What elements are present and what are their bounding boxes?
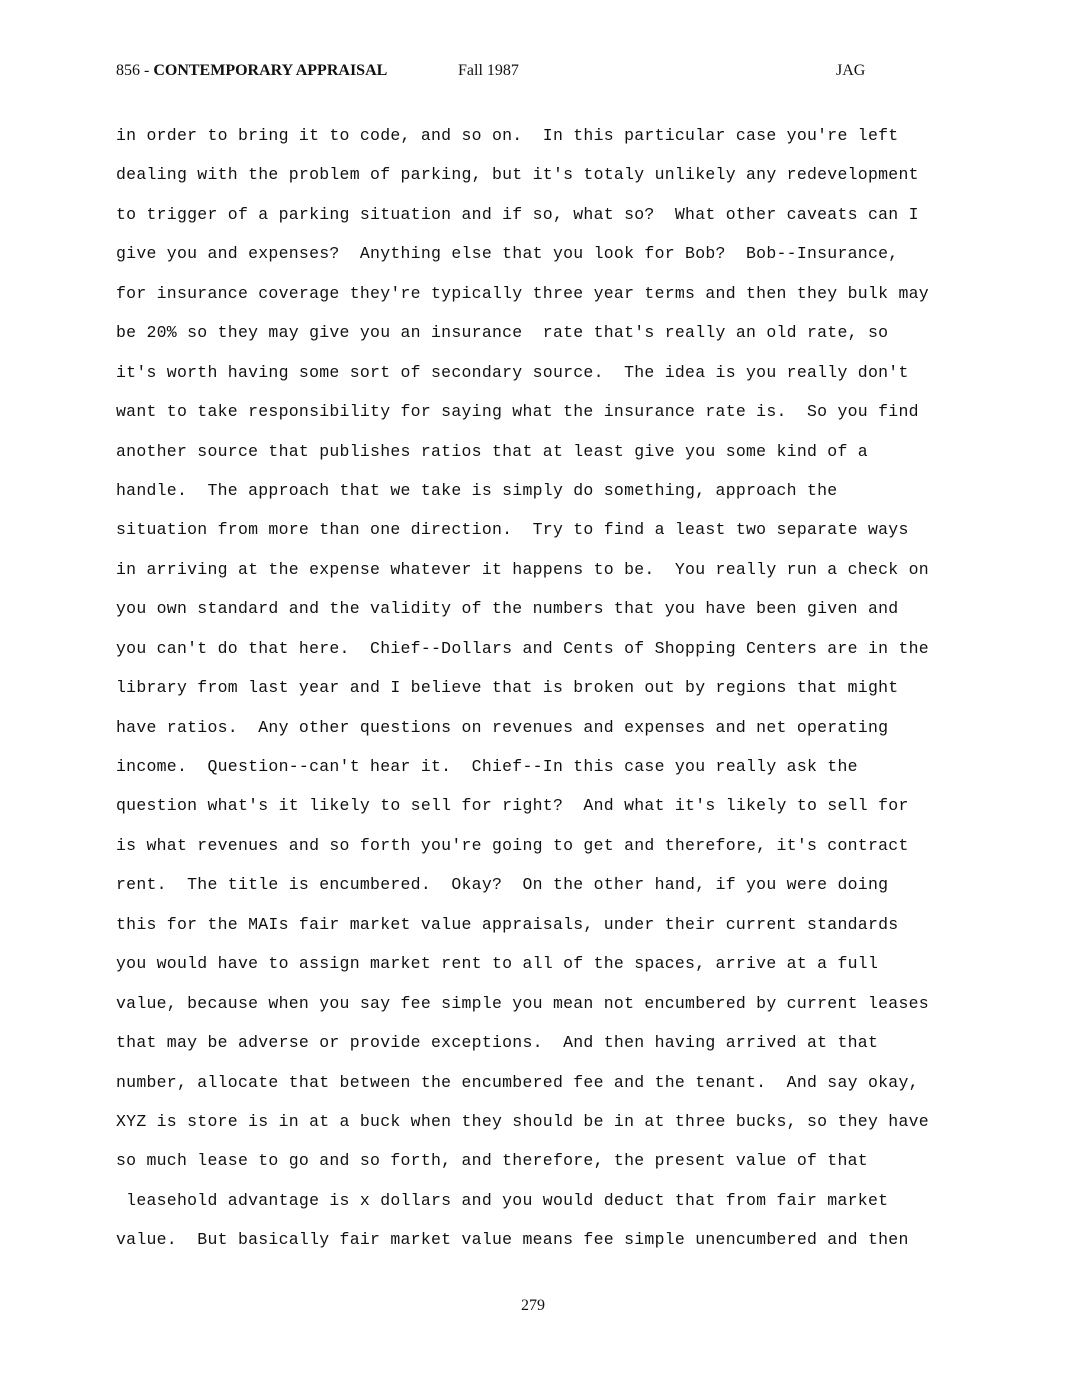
text-line: leasehold advantage is x dollars and you would deduct that from fair market — [116, 1190, 889, 1210]
text-line: question what's it likely to sell for right? And what it's likely to sell for — [116, 796, 909, 816]
header-course — [116, 62, 387, 80]
text-line: it's worth having some sort of secondary source. The idea is you really don't — [116, 362, 909, 382]
header-term: Fall 1987 — [458, 62, 519, 79]
text-line: another source that publishes ratios that at least give you some kind of a — [116, 441, 868, 461]
text-line: situation from more than one direction. Try to find a least two separate ways — [116, 520, 909, 540]
header-course-number: 856 - — [116, 62, 154, 79]
page-number: 279 — [521, 1297, 545, 1314]
text-line: in arriving at the expense whatever it happens to be. You really run a check on — [116, 559, 929, 579]
text-line: have ratios. Any other questions on revenues and expenses and net operating — [116, 717, 889, 737]
running-header — [116, 62, 876, 86]
header-initials: JAG — [836, 62, 866, 79]
text-line: number, allocate that between the encumbered fee and the tenant. And say okay, — [116, 1072, 919, 1092]
text-line: XYZ is store is in at a buck when they should be in at three bucks, so they have — [116, 1111, 929, 1131]
text-line: so much lease to go and so forth, and therefore, the present value of that — [116, 1151, 868, 1171]
text-line: give you and expenses? Anything else that you look for Bob? Bob--Insurance, — [116, 244, 899, 264]
text-line: you would have to assign market rent to all of the spaces, arrive at a full — [116, 954, 879, 974]
text-line: income. Question--can't hear it. Chief--In this case you really ask the — [116, 757, 858, 776]
header-course-title: CONTEMPORARY APPRAISAL — [153, 62, 388, 79]
text-line: rent. The title is encumbered. Okay? On the other hand, if you were doing — [116, 875, 889, 895]
text-line: that may be adverse or provide exceptions. And then having arrived at that — [116, 1033, 879, 1053]
text-line: to trigger of a parking situation and if so, what so? What other caveats can I — [116, 204, 919, 224]
text-line: value, because when you say fee simple you mean not encumbered by current leases — [116, 993, 929, 1013]
text-line: you own standard and the validity of the numbers that you have been given and — [116, 599, 899, 619]
text-line: for insurance coverage they're typically three year terms and then they bulk may — [116, 283, 929, 303]
text-line: handle. The approach that we take is simply do something, approach the — [116, 480, 838, 500]
text-line: be 20% so they may give you an insurance rate that's really an old rate, so — [116, 323, 889, 343]
text-line: value. But basically fair market value means fee simple unencumbered and then — [116, 1230, 909, 1250]
text-line: is what revenues and so forth you're going to get and therefore, it's contract — [116, 835, 909, 855]
transcript-body — [116, 123, 976, 1267]
text-line: this for the MAIs fair market value appraisals, under their current standards — [116, 914, 899, 934]
text-line: dealing with the problem of parking, but it's totaly unlikely any redevelopment — [116, 165, 919, 185]
text-line: library from last year and I believe that is broken out by regions that might — [116, 678, 899, 698]
text-line: you can't do that here. Chief--Dollars and Cents of Shopping Centers are in the — [116, 638, 929, 658]
text-line: in order to bring it to code, and so on. In this particular case you're left — [116, 126, 899, 145]
text-line: want to take responsibility for saying what the insurance rate is. So you find — [116, 402, 919, 422]
